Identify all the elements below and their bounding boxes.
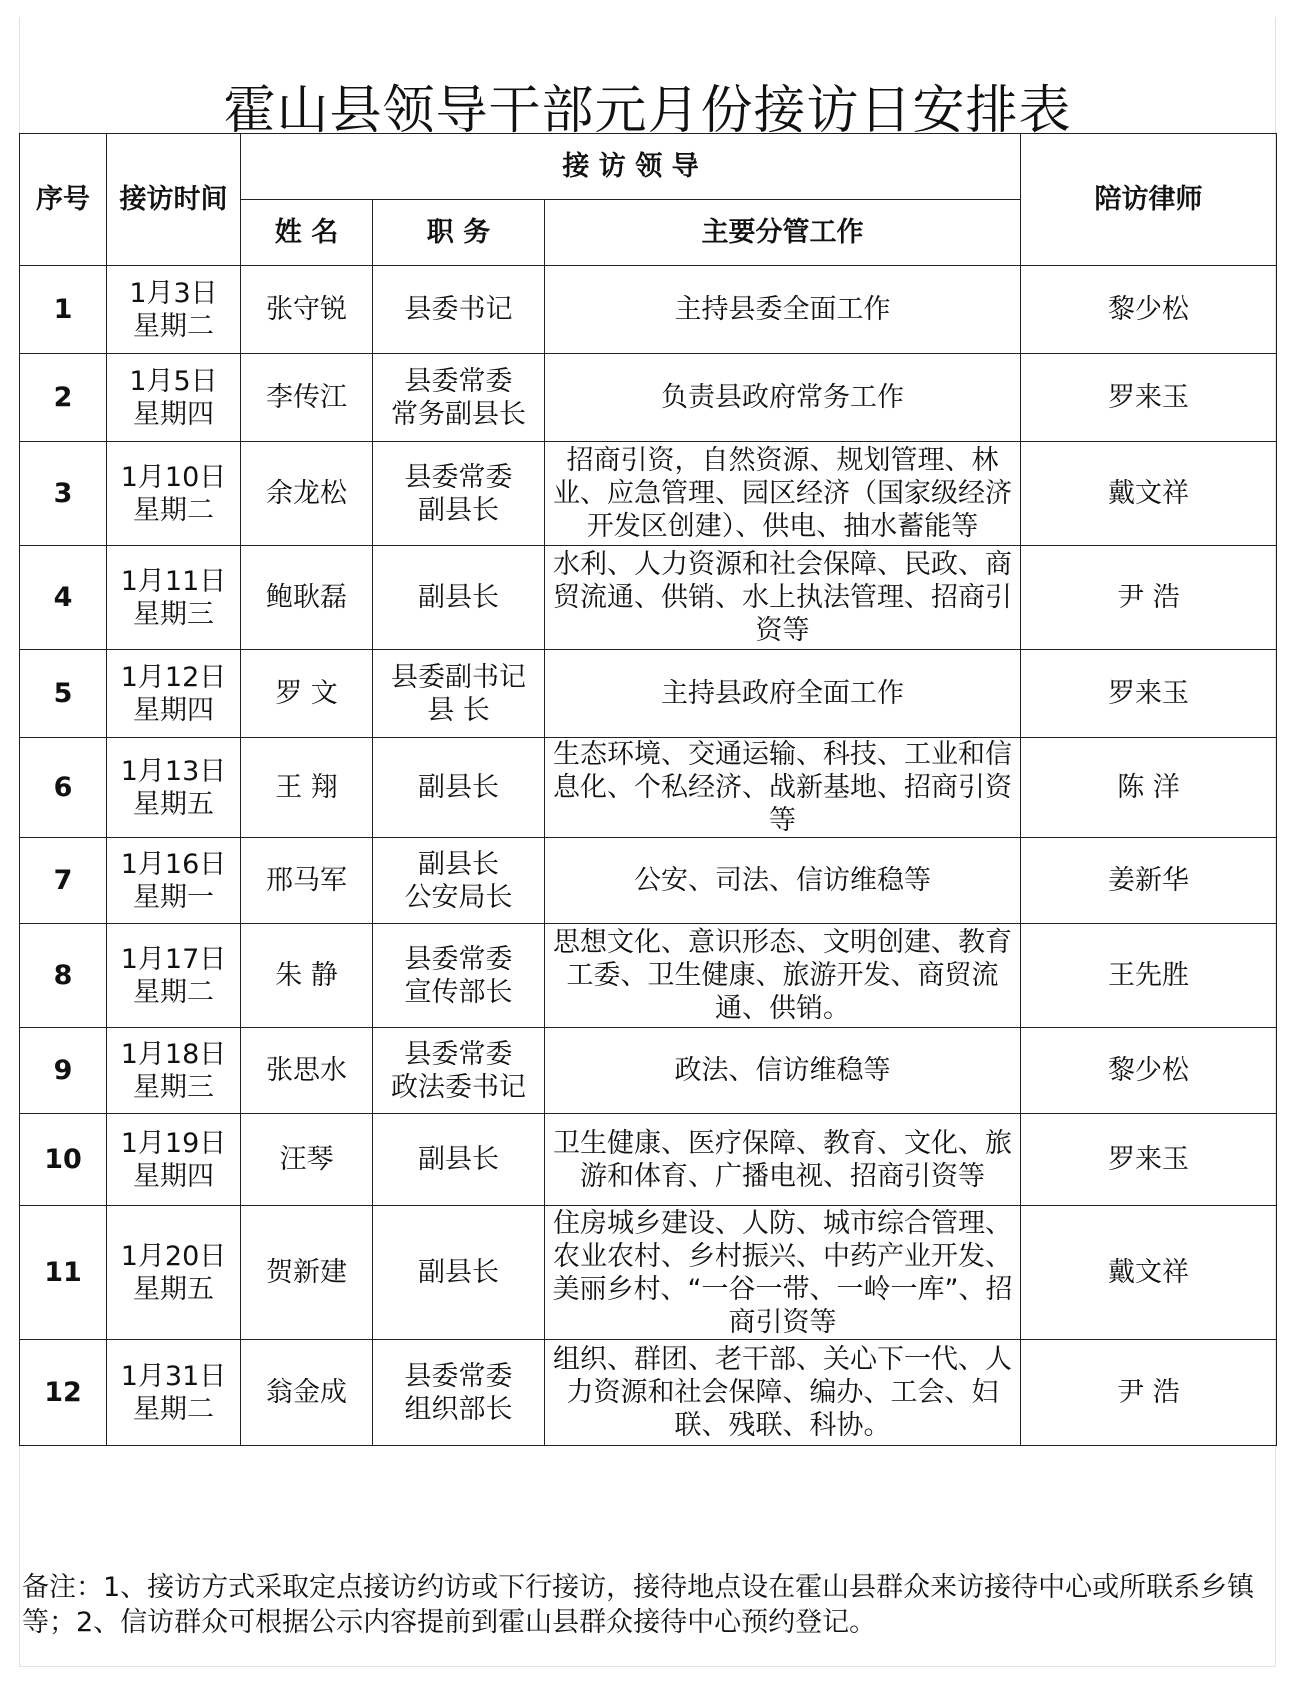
row-date: 1月12日 xyxy=(120,661,227,693)
row-lawyer: 尹 浩 xyxy=(1021,546,1277,650)
row-name: 张守锐 xyxy=(241,266,373,354)
row-lawyer: 黎少松 xyxy=(1021,266,1277,354)
row-lawyer: 戴文祥 xyxy=(1021,442,1277,546)
table-row xyxy=(20,1206,1277,1340)
header-name: 姓 名 xyxy=(241,200,373,266)
row-date: 1月10日 xyxy=(120,461,227,493)
row-lawyer: 罗来玉 xyxy=(1021,1114,1277,1206)
row-position xyxy=(373,650,545,738)
row-date: 1月18日 xyxy=(120,1038,227,1070)
row-position-line1: 县委常委 xyxy=(404,365,513,397)
row-seq: 7 xyxy=(20,838,107,924)
row-duties: 主持县政府全面工作 xyxy=(545,650,1021,738)
row-weekday: 星期三 xyxy=(133,1071,214,1103)
row-duties: 政法、信访维稳等 xyxy=(545,1028,1021,1114)
row-lawyer: 尹 浩 xyxy=(1021,1340,1277,1446)
row-position-line2: 常务副县长 xyxy=(391,398,526,430)
table-row xyxy=(20,838,1277,924)
row-weekday: 星期二 xyxy=(133,976,214,1008)
row-position xyxy=(373,546,545,650)
header-lawyer: 陪访律师 xyxy=(1021,134,1277,266)
schedule-rows xyxy=(20,266,1277,1446)
row-weekday: 星期二 xyxy=(133,1393,214,1425)
row-time xyxy=(107,924,241,1028)
table-row xyxy=(20,650,1277,738)
row-date: 1月19日 xyxy=(120,1127,227,1159)
row-weekday: 星期三 xyxy=(133,598,214,630)
row-time xyxy=(107,266,241,354)
header-seq: 序号 xyxy=(20,134,107,266)
row-seq: 3 xyxy=(20,442,107,546)
row-weekday: 星期四 xyxy=(133,1160,214,1192)
row-date: 1月20日 xyxy=(120,1240,227,1272)
row-position xyxy=(373,1206,545,1340)
table-row xyxy=(20,738,1277,838)
row-time xyxy=(107,650,241,738)
row-duties: 主持县委全面工作 xyxy=(545,266,1021,354)
row-date: 1月16日 xyxy=(120,848,227,880)
table-row xyxy=(20,442,1277,546)
footnote: 备注：1、接访方式采取定点接访约访或下行接访，接待地点设在霍山县群众来访接待中心或所联系乡镇等；2、信访群众可根据公示内容提前到霍山县群众接待中心预约登记。 xyxy=(22,1572,1255,1638)
row-position-line1: 副县长 xyxy=(418,582,499,613)
table-row xyxy=(20,1340,1277,1446)
reception-schedule-table xyxy=(19,133,1277,1446)
row-name: 鲍耿磊 xyxy=(241,546,373,650)
row-duties: 组织、群团、老干部、关心下一代、人力资源和社会保障、编办、工会、妇联、残联、科协。 xyxy=(545,1340,1021,1446)
row-duties: 卫生健康、医疗保障、教育、文化、旅游和体育、广播电视、招商引资等 xyxy=(545,1114,1021,1206)
row-seq: 12 xyxy=(20,1340,107,1446)
row-weekday: 星期四 xyxy=(133,398,214,430)
row-duties: 公安、司法、信访维稳等 xyxy=(545,838,1021,924)
table-row xyxy=(20,354,1277,442)
row-position-line1: 副县长 xyxy=(418,772,499,803)
table-row xyxy=(20,1028,1277,1114)
row-position xyxy=(373,738,545,838)
row-position-line2: 副县长 xyxy=(418,494,499,526)
row-time xyxy=(107,838,241,924)
row-date: 1月17日 xyxy=(120,943,227,975)
row-name: 罗 文 xyxy=(241,650,373,738)
row-position-line1: 县委副书记 xyxy=(391,661,526,693)
row-time xyxy=(107,1206,241,1340)
row-name: 贺新建 xyxy=(241,1206,373,1340)
header-row-top xyxy=(20,134,1277,200)
table-row xyxy=(20,924,1277,1028)
header-time: 接访时间 xyxy=(107,134,241,266)
row-time xyxy=(107,354,241,442)
row-duties: 招商引资，自然资源、规划管理、林业、应急管理、园区经济（国家级经济开发区创建）、供电、抽水蓄能等 xyxy=(545,442,1021,546)
row-duties: 生态环境、交通运输、科技、工业和信息化、个私经济、战新基地、招商引资等 xyxy=(545,738,1021,838)
row-position-line1: 县委常委 xyxy=(404,1038,513,1070)
row-seq: 1 xyxy=(20,266,107,354)
row-weekday: 星期五 xyxy=(133,1273,214,1305)
row-name: 李传江 xyxy=(241,354,373,442)
row-lawyer: 罗来玉 xyxy=(1021,650,1277,738)
row-name: 王 翔 xyxy=(241,738,373,838)
row-time xyxy=(107,738,241,838)
document-title: 霍山县领导干部元月份接访日安排表 xyxy=(223,80,1072,141)
row-date: 1月5日 xyxy=(129,365,218,397)
row-position-line1: 县委常委 xyxy=(404,461,513,493)
row-lawyer: 黎少松 xyxy=(1021,1028,1277,1114)
row-date: 1月3日 xyxy=(129,277,218,309)
table-row xyxy=(20,266,1277,354)
row-position xyxy=(373,924,545,1028)
row-name: 翁金成 xyxy=(241,1340,373,1446)
row-duties: 负责县政府常务工作 xyxy=(545,354,1021,442)
header-position: 职 务 xyxy=(373,200,545,266)
row-name: 余龙松 xyxy=(241,442,373,546)
table-row xyxy=(20,1114,1277,1206)
row-position-line1: 县委常委 xyxy=(404,943,513,975)
row-duties: 住房城乡建设、人防、城市综合管理、农业农村、乡村振兴、中药产业开发、美丽乡村、“一谷一带、一岭一库”、招商引资等 xyxy=(545,1206,1021,1340)
row-name: 朱 静 xyxy=(241,924,373,1028)
row-position-line1: 副县长 xyxy=(418,848,499,880)
row-weekday: 星期一 xyxy=(133,881,214,913)
header-leader-group: 接 访 领 导 xyxy=(241,134,1021,200)
row-position xyxy=(373,838,545,924)
row-position-line2: 组织部长 xyxy=(404,1393,513,1425)
row-seq: 4 xyxy=(20,546,107,650)
row-position-line1: 副县长 xyxy=(418,1144,499,1175)
row-position-line1: 副县长 xyxy=(418,1257,499,1288)
row-date: 1月13日 xyxy=(120,755,227,787)
row-lawyer: 陈 洋 xyxy=(1021,738,1277,838)
row-name: 邢马军 xyxy=(241,838,373,924)
row-position xyxy=(373,1340,545,1446)
row-lawyer: 罗来玉 xyxy=(1021,354,1277,442)
row-name: 汪琴 xyxy=(241,1114,373,1206)
row-weekday: 星期二 xyxy=(133,494,214,526)
row-position-line2: 政法委书记 xyxy=(391,1071,526,1103)
row-date: 1月11日 xyxy=(120,565,227,597)
row-time xyxy=(107,1114,241,1206)
row-name: 张思水 xyxy=(241,1028,373,1114)
row-time xyxy=(107,1028,241,1114)
row-position xyxy=(373,354,545,442)
header-duties: 主要分管工作 xyxy=(545,200,1021,266)
row-position-line1: 县委书记 xyxy=(404,294,513,325)
row-time xyxy=(107,442,241,546)
row-position xyxy=(373,1114,545,1206)
row-seq: 8 xyxy=(20,924,107,1028)
row-weekday: 星期二 xyxy=(133,310,214,342)
row-seq: 11 xyxy=(20,1206,107,1340)
row-seq: 6 xyxy=(20,738,107,838)
row-weekday: 星期四 xyxy=(133,694,214,726)
row-seq: 9 xyxy=(20,1028,107,1114)
row-position-line2: 县 长 xyxy=(427,694,490,726)
row-lawyer: 戴文祥 xyxy=(1021,1206,1277,1340)
row-weekday: 星期五 xyxy=(133,788,214,820)
row-position xyxy=(373,266,545,354)
row-time xyxy=(107,1340,241,1446)
row-lawyer: 王先胜 xyxy=(1021,924,1277,1028)
row-lawyer: 姜新华 xyxy=(1021,838,1277,924)
row-position-line2: 宣传部长 xyxy=(404,976,513,1008)
row-seq: 2 xyxy=(20,354,107,442)
row-duties: 思想文化、意识形态、文明创建、教育工委、卫生健康、旅游开发、商贸流通、供销。 xyxy=(545,924,1021,1028)
row-time xyxy=(107,546,241,650)
row-date: 1月31日 xyxy=(120,1360,227,1392)
row-position xyxy=(373,442,545,546)
table-row xyxy=(20,546,1277,650)
row-duties: 水利、人力资源和社会保障、民政、商贸流通、供销、水上执法管理、招商引资等 xyxy=(545,546,1021,650)
row-position-line1: 县委常委 xyxy=(404,1360,513,1392)
row-seq: 5 xyxy=(20,650,107,738)
row-position xyxy=(373,1028,545,1114)
row-position-line2: 公安局长 xyxy=(404,881,513,913)
row-seq: 10 xyxy=(20,1114,107,1206)
